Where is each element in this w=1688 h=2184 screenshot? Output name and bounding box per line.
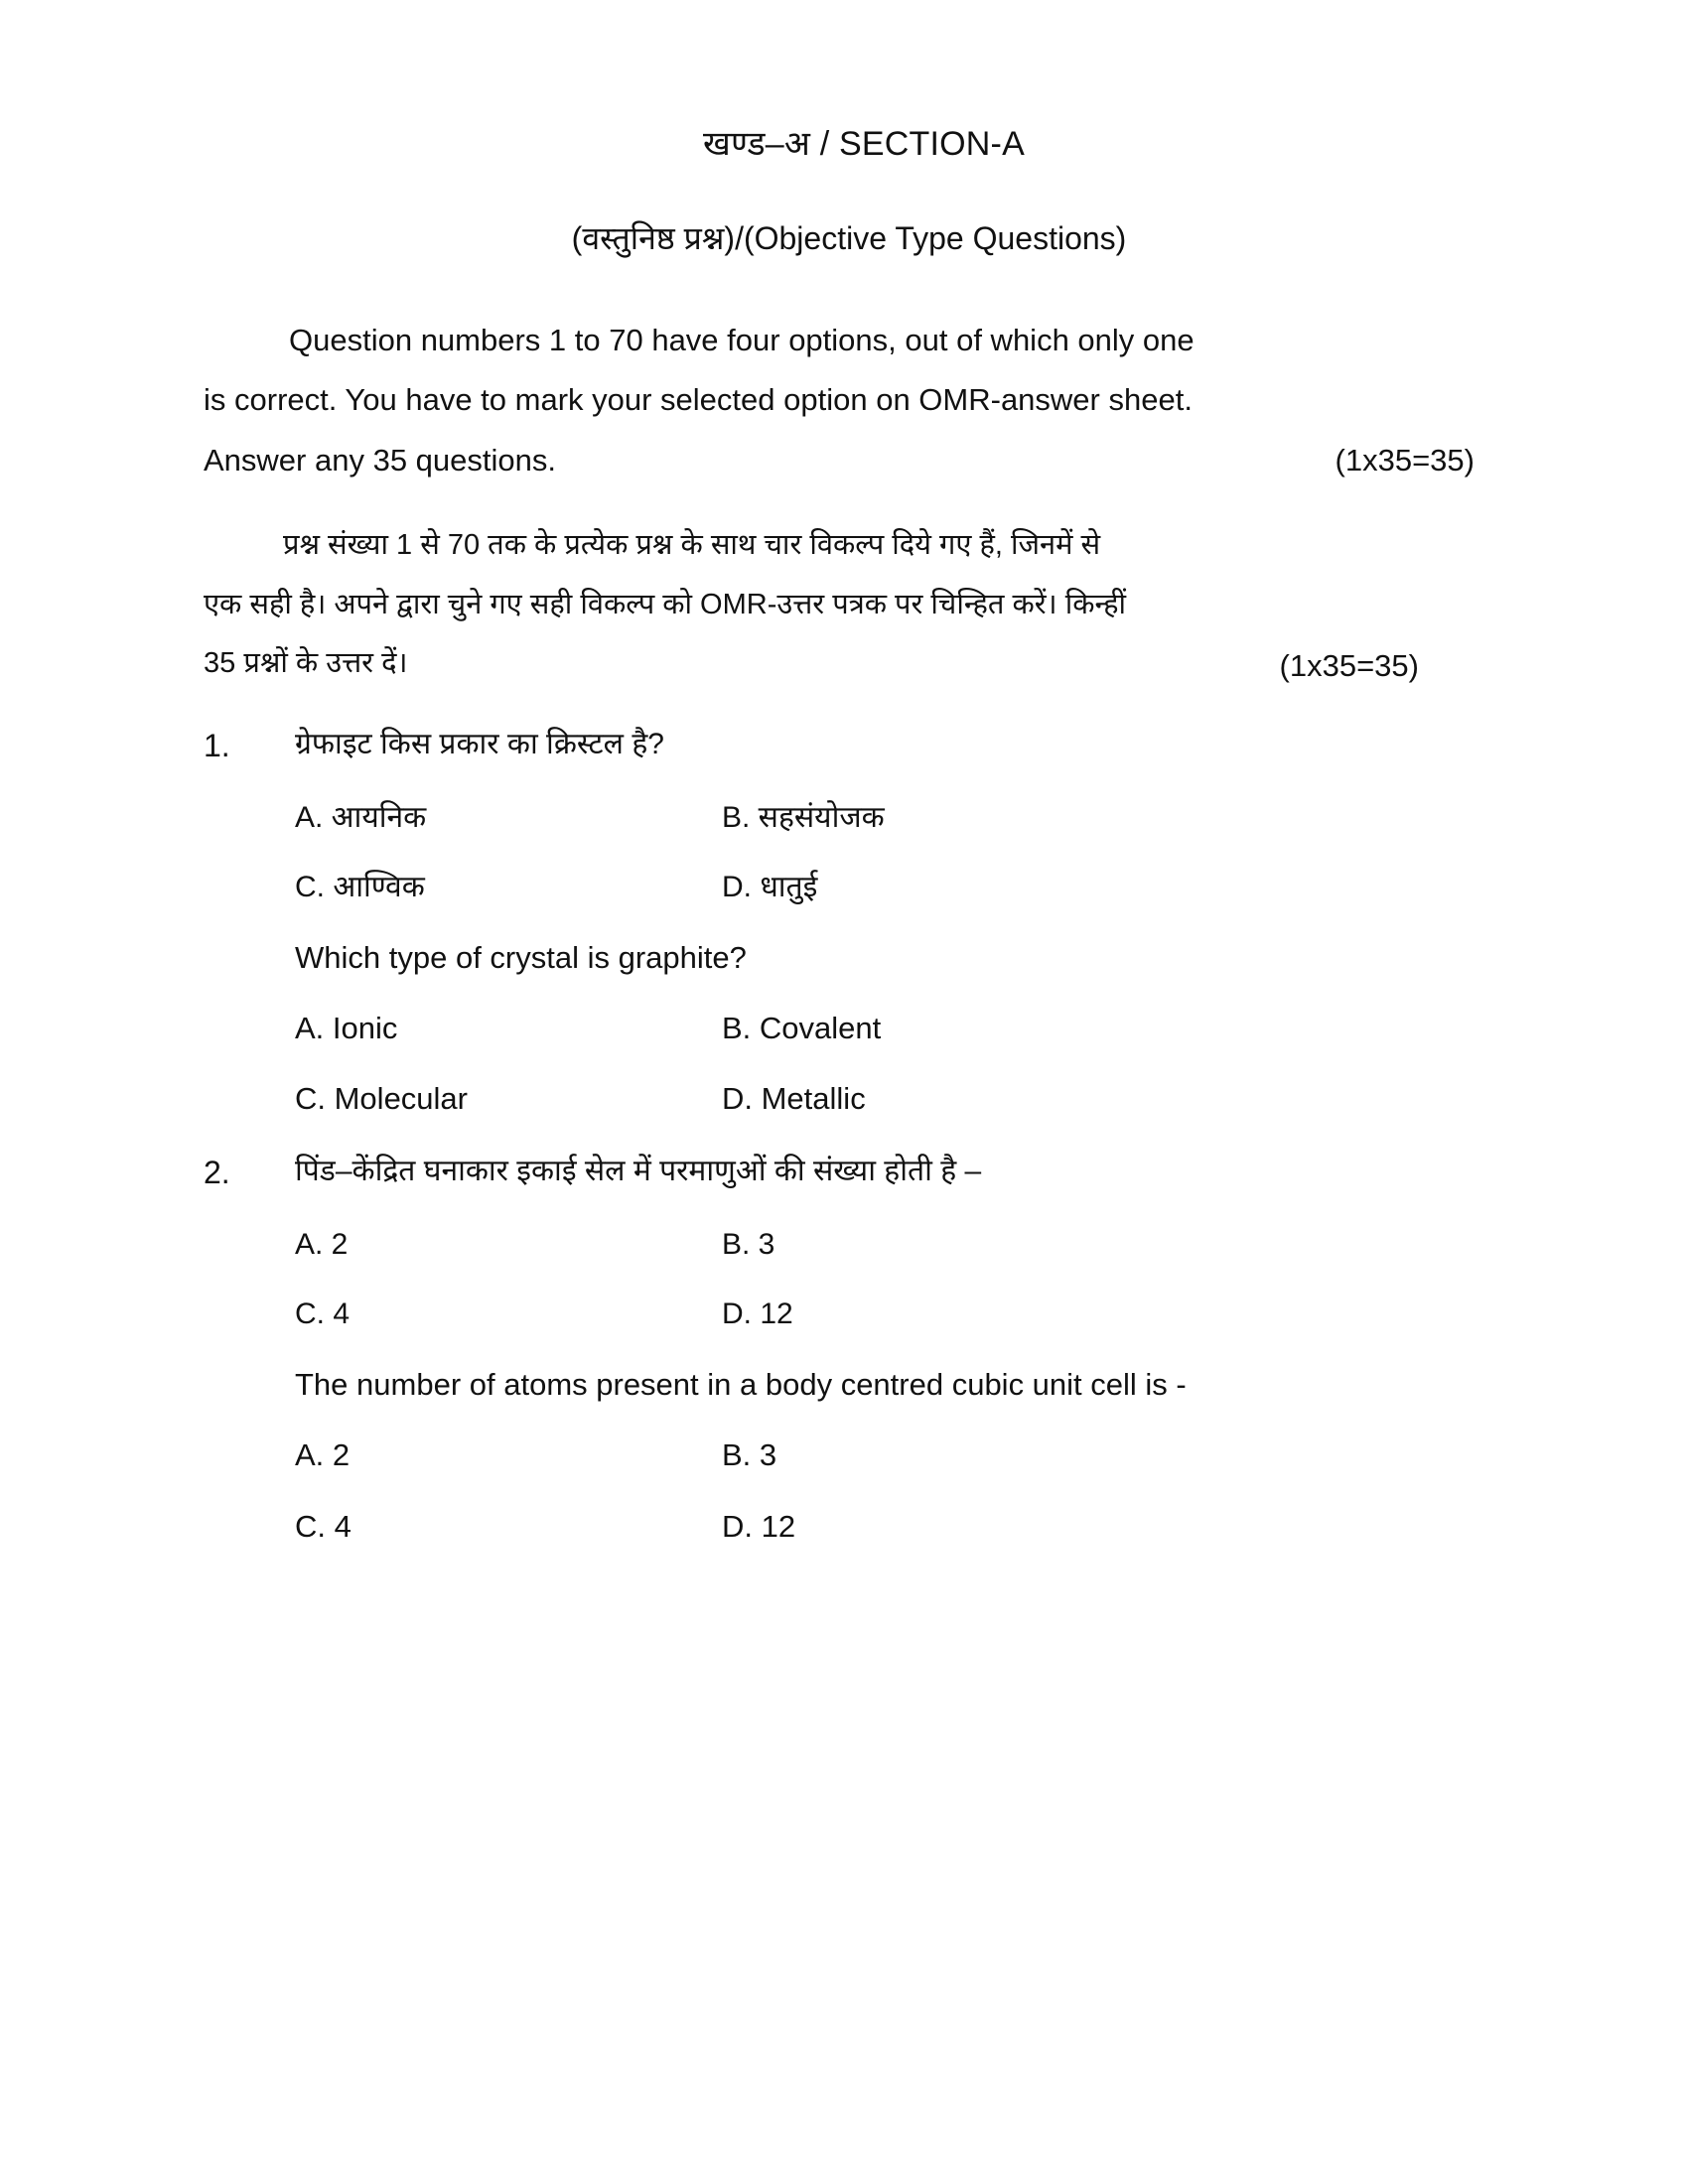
english-instruction-line-3-row: [204, 431, 1484, 490]
english-instruction-line-2: is correct. You have to mark your selected option on OMR-answer sheet.: [204, 382, 1193, 418]
hindi-instruction-line-1: [204, 516, 1484, 575]
question-2-stem-hindi-row: [204, 1149, 1484, 1196]
english-instruction-text-1: Question numbers 1 to 70 have four options, out of which only one: [289, 323, 1195, 357]
hindi-instruction-text-3: 35 प्रश्नों के उत्तर दें।: [204, 647, 408, 680]
question-1-option-b-hindi[interactable]: B. सहसंयोजक: [722, 800, 885, 834]
question-2-option-d-hindi[interactable]: D. 12: [722, 1297, 793, 1330]
question-2-option-c-english[interactable]: C. 4: [295, 1508, 352, 1544]
question-2-options-hindi-row-2: [295, 1294, 1484, 1335]
question-1-options-english-row-1: [295, 1007, 1484, 1049]
question-1-option-c-hindi[interactable]: C. आण्विक: [295, 870, 425, 903]
question-1-option-a-hindi[interactable]: A. आयनिक: [295, 800, 427, 834]
question-1-options-hindi-row-2: [295, 867, 1484, 908]
question-2-options-hindi-row-1: [295, 1224, 1484, 1266]
question-2-options-english-row-1: [295, 1433, 1484, 1476]
page-content: [204, 119, 1484, 1575]
hindi-marks-note: (1x35=35): [1279, 648, 1419, 684]
question-1-stem-hindi-row: [204, 722, 1484, 769]
question-1-option-b-english[interactable]: B. Covalent: [722, 1011, 882, 1046]
question-2-option-d-english[interactable]: D. 12: [722, 1508, 796, 1544]
question-1-option-a-english[interactable]: A. Ionic: [295, 1011, 398, 1046]
hindi-instructions: [204, 516, 1484, 693]
question-1-option-d-hindi[interactable]: D. धातुई: [722, 870, 818, 903]
hindi-instruction-line-3-row: [204, 634, 1484, 693]
question-1-number: 1.: [204, 727, 230, 763]
question-2-stem-english: The number of atoms present in a body centred cubic unit cell is -: [295, 1366, 1187, 1402]
question-2-option-a-hindi[interactable]: A. 2: [295, 1227, 349, 1261]
question-2: [204, 1149, 1484, 1548]
english-instructions: [204, 311, 1484, 490]
english-instruction-text-3: Answer any 35 questions.: [204, 442, 556, 478]
section-subtitle: (वस्तुनिष्ठ प्रश्न)/(Objective Type Questions): [571, 220, 1127, 256]
question-1-stem-hindi: ग्रेफाइट किस प्रकार का क्रिस्टल है?: [295, 727, 664, 760]
question-1-option-d-english[interactable]: D. Metallic: [722, 1081, 866, 1117]
question-2-option-c-hindi[interactable]: C. 4: [295, 1297, 351, 1330]
english-instruction-line-1: [204, 311, 1484, 370]
question-2-option-b-hindi[interactable]: B. 3: [722, 1227, 775, 1261]
english-marks-note: (1x35=35): [1335, 442, 1475, 478]
question-1-options-hindi-row-1: [295, 797, 1484, 839]
question-1-option-c-english[interactable]: C. Molecular: [295, 1081, 468, 1117]
question-1-options-english-row-2: [295, 1077, 1484, 1120]
question-2-option-a-english[interactable]: A. 2: [295, 1437, 351, 1473]
question-1-stem-english: Which type of crystal is graphite?: [295, 939, 747, 975]
question-1: [204, 722, 1484, 1121]
question-2-options-english-row-2: [295, 1505, 1484, 1548]
section-heading: खण्ड–अ / SECTION-A: [703, 125, 1025, 163]
question-2-number: 2.: [204, 1154, 230, 1190]
question-2-option-b-english[interactable]: B. 3: [722, 1437, 777, 1473]
question-2-stem-hindi: पिंड–केंद्रित घनाकार इकाई सेल में परमाणुओं की संख्या होती है –: [295, 1154, 982, 1187]
hindi-instruction-text-1: प्रश्न संख्या 1 से 70 तक के प्रत्येक प्रश्न के साथ चार विकल्प दिये गए हैं, जिनमें से: [283, 529, 1101, 562]
hindi-instruction-line-2: एक सही है। अपने द्वारा चुने गए सही विकल्प को OMR-उत्तर पत्रक पर चिन्हित करें। किन्हीं: [204, 588, 1127, 620]
